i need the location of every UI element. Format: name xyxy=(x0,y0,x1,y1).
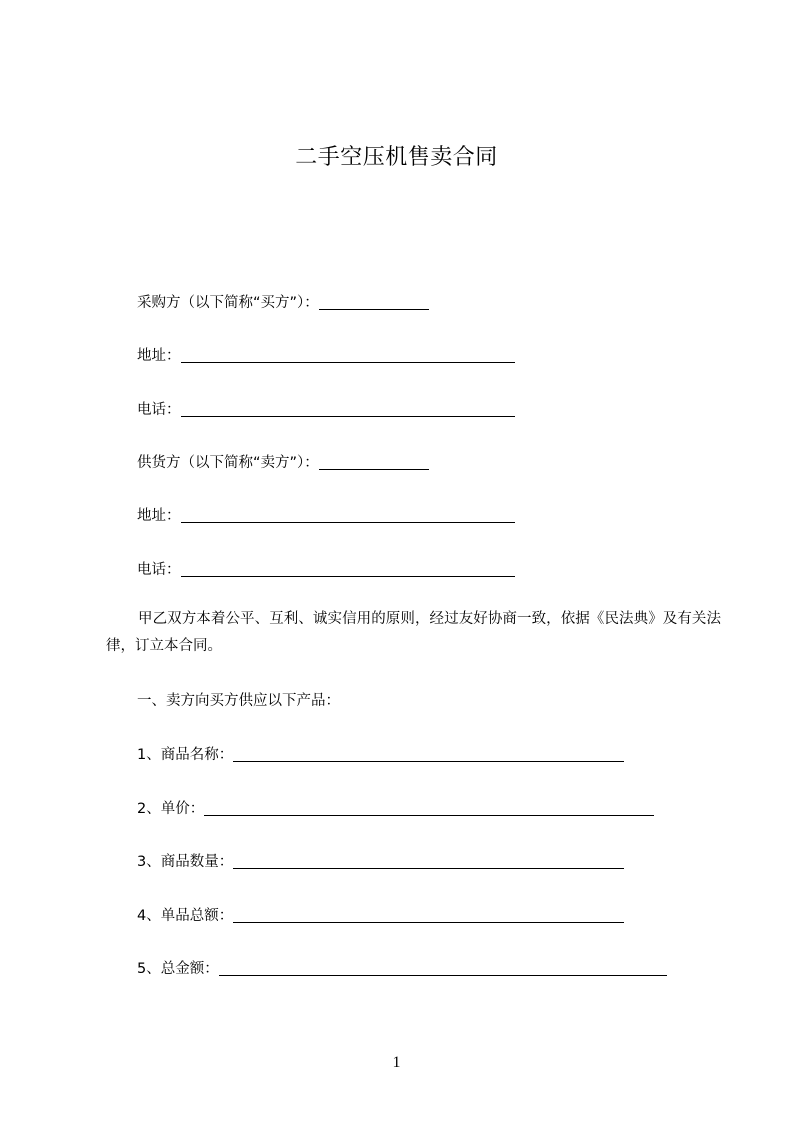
seller-label: 供货方（以下简称“卖方”）： xyxy=(137,455,319,471)
item-total-line xyxy=(137,905,624,926)
seller-phone-field[interactable] xyxy=(181,562,515,577)
seller-address-field[interactable] xyxy=(181,508,515,523)
item-total-field[interactable] xyxy=(233,908,624,923)
unit-price-field[interactable] xyxy=(204,801,654,816)
product-name-label: 1、商品名称： xyxy=(137,747,234,763)
buyer-phone-field[interactable] xyxy=(181,402,515,417)
buyer-address-label: 地址： xyxy=(137,348,181,364)
buyer-address-line xyxy=(137,345,515,366)
item-total-label: 4、单品总额： xyxy=(137,908,234,924)
buyer-address-field[interactable] xyxy=(181,348,515,363)
unit-price-label: 2、单价： xyxy=(137,801,205,817)
grand-total-line xyxy=(137,958,667,979)
quantity-field[interactable] xyxy=(233,854,624,869)
product-name-field[interactable] xyxy=(233,747,624,762)
product-name-line xyxy=(137,744,624,765)
buyer-line xyxy=(137,292,429,313)
seller-address-line xyxy=(137,505,515,526)
buyer-phone-line xyxy=(137,399,515,420)
quantity-line xyxy=(137,851,624,872)
seller-name-field[interactable] xyxy=(319,455,429,470)
buyer-label: 采购方（以下简称“买方”）： xyxy=(137,295,319,311)
preamble-paragraph: 甲乙双方本着公平、互利、诚实信用的原则，经过友好协商一致，依据《民法典》及有关法律，订立本合同。 xyxy=(106,611,721,654)
unit-price-line xyxy=(137,798,654,819)
grand-total-label: 5、总金额： xyxy=(137,961,219,977)
buyer-name-field[interactable] xyxy=(319,295,429,310)
grand-total-field[interactable] xyxy=(219,961,667,976)
buyer-phone-label: 电话： xyxy=(137,402,181,418)
seller-address-label: 地址： xyxy=(137,508,181,524)
seller-phone-line xyxy=(137,559,515,580)
seller-phone-label: 电话： xyxy=(137,562,181,578)
seller-line xyxy=(137,452,429,473)
quantity-label: 3、商品数量： xyxy=(137,854,234,870)
page-number: 1 xyxy=(392,1054,401,1071)
section1-heading: 一、卖方向买方供应以下产品： xyxy=(137,693,340,709)
document-title: 二手空压机售卖合同 xyxy=(295,145,498,170)
